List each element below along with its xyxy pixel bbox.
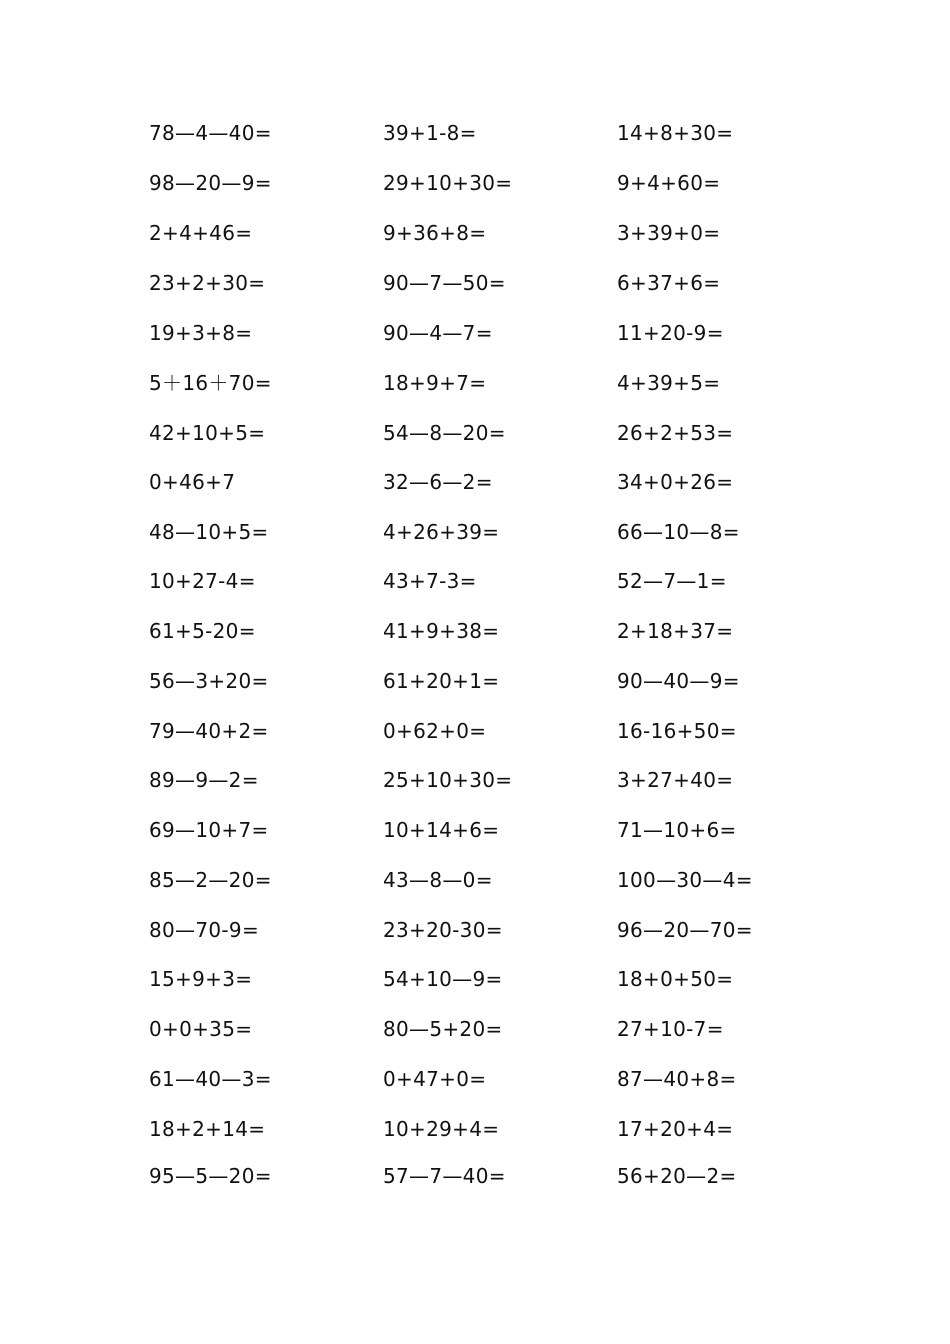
math-problem-c1-r1: 78—4—40= [149,121,272,145]
math-problem-c3-r7: 26+2+53= [617,421,734,445]
math-problem-c3-r20: 87—40+8= [617,1067,737,1091]
math-problem-c3-r12: 90—40—9= [617,669,740,693]
math-problem-c3-r9: 66—10—8= [617,520,740,544]
math-problem-c2-r3: 9+36+8= [383,221,487,245]
math-problem-c3-r15: 71—10+6= [617,818,737,842]
math-problem-c2-r4: 90—7—50= [383,271,506,295]
math-problem-c2-r10: 43+7-3= [383,569,477,593]
math-problem-c3-r22: 56+20—2= [617,1164,737,1188]
math-problem-c1-r9: 48—10+5= [149,520,269,544]
math-problem-c1-r8: 0+46+7 [149,470,236,494]
math-problem-c1-r12: 56—3+20= [149,669,269,693]
math-problem-c2-r5: 90—4—7= [383,321,493,345]
math-problem-c3-r5: 11+20-9= [617,321,724,345]
math-problem-c2-r19: 80—5+20= [383,1017,503,1041]
math-problem-c1-r16: 85—2—20= [149,868,272,892]
math-problem-c2-r8: 32—6—2= [383,470,493,494]
math-problem-c1-r3: 2+4+46= [149,221,253,245]
math-problem-c3-r3: 3+39+0= [617,221,721,245]
math-problem-c2-r6: 18+9+7= [383,371,487,395]
math-problem-c1-r20: 61—40—3= [149,1067,272,1091]
math-problem-c1-r11: 61+5-20= [149,619,256,643]
math-problem-c3-r19: 27+10-7= [617,1017,724,1041]
math-problem-c1-r15: 69—10+7= [149,818,269,842]
math-problem-c2-r15: 10+14+6= [383,818,500,842]
math-problem-c2-r12: 61+20+1= [383,669,500,693]
math-problem-c1-r22: 95—5—20= [149,1164,272,1188]
math-problem-c2-r9: 4+26+39= [383,520,500,544]
math-problem-c1-r13: 79—40+2= [149,719,269,743]
math-problem-c2-r1: 39+1-8= [383,121,477,145]
math-problem-c1-r2: 98—20—9= [149,171,272,195]
math-problem-c2-r21: 10+29+4= [383,1117,500,1141]
math-problem-c3-r10: 52—7—1= [617,569,727,593]
math-problem-c1-r19: 0+0+35= [149,1017,253,1041]
math-problem-c3-r14: 3+27+40= [617,768,734,792]
math-problem-c2-r13: 0+62+0= [383,719,487,743]
math-problem-c3-r8: 34+0+26= [617,470,734,494]
math-problem-c3-r17: 96—20—70= [617,918,753,942]
math-problem-c1-r7: 42+10+5= [149,421,266,445]
math-problem-c3-r11: 2+18+37= [617,619,734,643]
math-problem-c1-r5: 19+3+8= [149,321,253,345]
math-problem-c1-r6: 5＋16＋70= [149,371,272,395]
math-problem-c1-r17: 80—70-9= [149,918,259,942]
math-problem-c3-r21: 17+20+4= [617,1117,734,1141]
math-problem-c1-r21: 18+2+14= [149,1117,266,1141]
math-problem-c2-r18: 54+10—9= [383,967,503,991]
math-problem-c3-r1: 14+8+30= [617,121,734,145]
math-problem-c2-r20: 0+47+0= [383,1067,487,1091]
math-problem-c2-r22: 57—7—40= [383,1164,506,1188]
math-problem-c2-r17: 23+20-30= [383,918,503,942]
math-problem-c3-r4: 6+37+6= [617,271,721,295]
math-problem-c3-r2: 9+4+60= [617,171,721,195]
math-problem-c1-r14: 89—9—2= [149,768,259,792]
math-problem-c1-r18: 15+9+3= [149,967,253,991]
math-problem-c2-r16: 43—8—0= [383,868,493,892]
math-problem-c1-r10: 10+27-4= [149,569,256,593]
math-problem-c2-r2: 29+10+30= [383,171,513,195]
math-problem-c2-r14: 25+10+30= [383,768,513,792]
math-problem-c3-r13: 16-16+50= [617,719,737,743]
math-problem-c3-r6: 4+39+5= [617,371,721,395]
math-problem-c2-r7: 54—8—20= [383,421,506,445]
math-problem-c3-r16: 100—30—4= [617,868,753,892]
math-problem-c1-r4: 23+2+30= [149,271,266,295]
math-problem-c3-r18: 18+0+50= [617,967,734,991]
math-problem-c2-r11: 41+9+38= [383,619,500,643]
